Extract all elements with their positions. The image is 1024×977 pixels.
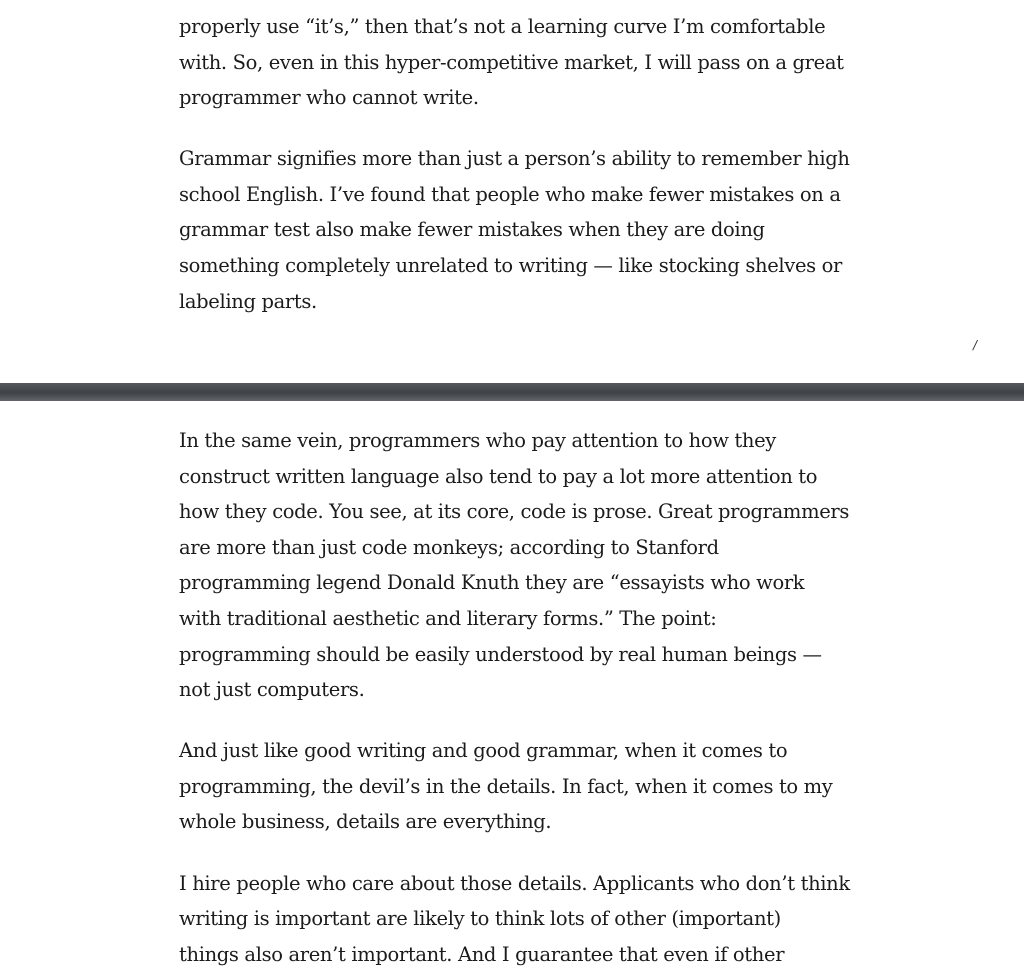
paragraph: In the same vein, programmers who pay attention to how they construct written language also tend to pay a lot more attention to how they code. You see, at its core, code is prose. Great programmers are more than just code monkeys; according to Stanford programming legend Donald Knuth they are “essayists who work with traditional aesthetic and literary forms.” The point: programming should be easily understood by real human beings — not just computers. (179, 429, 850, 702)
page-break-divider (0, 383, 1024, 401)
article-column-one (179, 9, 859, 345)
paragraph: Grammar signifies more than just a person’s ability to remember high school English. I’ve found that people who make fewer mistakes on a grammar test also make fewer mistakes when they are doing something completely unrelated to writing — like stocking shelves or labeling parts. (179, 147, 850, 313)
paragraph: And just like good writing and good grammar, when it comes to programming, the devil’s in the details. In fact, when it comes to my whole business, details are everything. (179, 739, 833, 834)
page-marker: / (973, 338, 978, 352)
article-column-two (179, 423, 859, 977)
paragraph: properly use “it’s,” then that’s not a learning curve I’m comfortable with. So, even in this hyper-competitive market, I will pass on a great programmer who cannot write. (179, 15, 844, 110)
page-sheet-two (0, 401, 1024, 977)
page-sheet-one (0, 0, 1024, 383)
paragraph: I hire people who care about those details. Applicants who don’t think writing is important are likely to think lots of other (important) things also aren’t important. And I guarantee that even if other (179, 871, 850, 966)
